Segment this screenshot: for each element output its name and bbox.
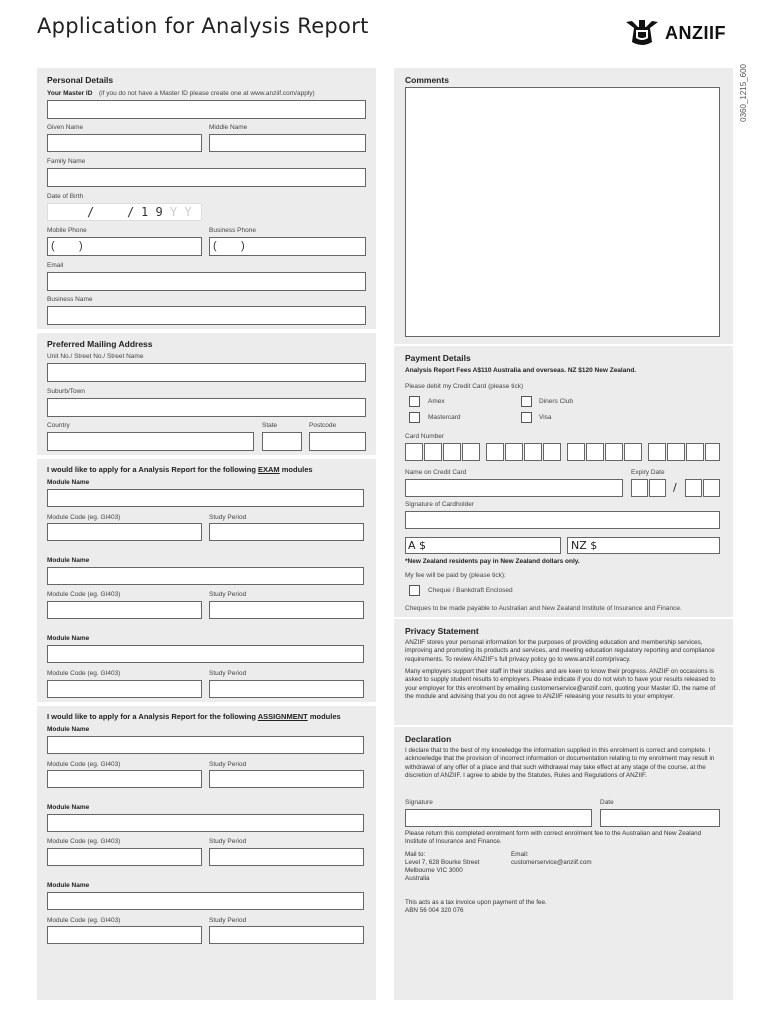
exam-module-name-label-1: Module Name (47, 479, 90, 486)
declaration-signature-label: Signature (405, 799, 433, 806)
street-field[interactable] (47, 363, 366, 382)
diners-checkbox[interactable] (521, 396, 532, 407)
card-digit-14[interactable] (667, 443, 685, 461)
expiry-month-2[interactable] (649, 479, 666, 497)
master-id-field[interactable] (47, 100, 366, 119)
business-phone-label: Business Phone (209, 227, 256, 234)
assignment-heading-text: I would like to apply for a Analysis Report for the following (47, 712, 256, 721)
exam-module-code-field-3[interactable] (47, 680, 202, 698)
nz-residents-note: *New Zealand residents pay in New Zealand dollars only. (405, 558, 580, 565)
personal-details-heading: Personal Details (47, 75, 114, 85)
exam-module-code-label-2: Module Code (eg. GI403) (47, 591, 121, 598)
business-phone-field[interactable] (209, 237, 366, 256)
declaration-text: I declare that to the best of my knowledge the information supplied in this enrolment is correct and complete. I acknowledge that the provision of incorrect information or documentation relating to my enrolment may result in withdrawal of any offer of a place and that such withdrawal may take effect at any stage of the course, at the discretion of ANZIIF. I agree to abide by the Statutes, Rules and Regulations of ANZIIF. (405, 747, 715, 779)
card-digit-4[interactable] (462, 443, 480, 461)
card-digit-15[interactable] (686, 443, 704, 461)
assignment-module-name-field-1[interactable] (47, 736, 364, 754)
country-label: Country (47, 422, 70, 429)
mastercard-checkbox[interactable] (409, 412, 420, 423)
card-digit-13[interactable] (648, 443, 666, 461)
exam-module-code-label-3: Module Code (eg. GI403) (47, 670, 121, 677)
return-instructions: Please return this completed enrolment form with correct enrolment fee to the Australian and New Zealand Institute of Insurance and Finance. (405, 830, 702, 846)
card-digit-2[interactable] (424, 443, 442, 461)
declaration-heading: Declaration (405, 734, 452, 744)
postcode-label: Postcode (309, 422, 337, 429)
exam-study-period-field-1[interactable] (209, 523, 364, 541)
amex-checkbox[interactable] (409, 396, 420, 407)
expiry-year-1[interactable] (685, 479, 702, 497)
exam-study-period-field-3[interactable] (209, 680, 364, 698)
exam-module-name-field-2[interactable] (47, 567, 364, 585)
visa-label: Visa (539, 414, 552, 421)
card-digit-10[interactable] (586, 443, 604, 461)
assignment-study-period-label-3: Study Period (209, 917, 247, 924)
reference-code: 0360_1215_600 (739, 64, 748, 122)
amex-label: Amex (428, 398, 445, 405)
card-digit-5[interactable] (486, 443, 504, 461)
master-id-note: (if you do not have a Master ID please create one at www.anziif.com/apply) (99, 90, 315, 97)
debit-text: Please debit my Credit Card (please tick) (405, 383, 524, 390)
country-field[interactable] (47, 432, 254, 451)
card-digit-6[interactable] (505, 443, 523, 461)
exam-module-name-field-1[interactable] (47, 489, 364, 507)
exam-heading-suffix: modules (281, 465, 313, 474)
comments-heading: Comments (405, 75, 449, 85)
street-label: Unit No./ Street No./ Street Name (47, 353, 144, 360)
expiry-month-1[interactable] (631, 479, 648, 497)
expiry-separator: / (673, 481, 677, 494)
mastercard-label: Mastercard (428, 414, 461, 421)
assignment-module-code-label-2: Module Code (eg. GI403) (47, 838, 121, 845)
exam-study-period-label-1: Study Period (209, 514, 247, 521)
assignment-module-name-field-3[interactable] (47, 892, 364, 910)
address-line-1: Level 7, 628 Bourke Street (405, 859, 480, 866)
assignment-module-name-label-1: Module Name (47, 726, 90, 733)
email-contact: customerservice@anziif.com (511, 859, 592, 866)
payment-heading: Payment Details (405, 353, 471, 363)
declaration-signature-field[interactable] (405, 809, 592, 827)
mobile-phone-field[interactable] (47, 237, 202, 256)
exam-study-period-label-3: Study Period (209, 670, 247, 677)
cardholder-signature-field[interactable] (405, 511, 720, 529)
comments-textarea[interactable] (405, 87, 720, 337)
name-on-card-label: Name on Credit Card (405, 469, 467, 476)
aud-label: A $ (408, 539, 427, 552)
exam-module-name-field-3[interactable] (47, 645, 364, 663)
mobile-phone-label: Mobile Phone (47, 227, 87, 234)
assignment-module-code-field-3[interactable] (47, 926, 202, 944)
state-field[interactable] (262, 432, 302, 451)
dob-separator-2: / (127, 205, 135, 219)
suburb-field[interactable] (47, 398, 366, 417)
assignment-study-period-field-1[interactable] (209, 770, 364, 788)
postcode-field[interactable] (309, 432, 366, 451)
dob-year-placeholder: Y Y (170, 205, 192, 219)
fees-text: Analysis Report Fees A$110 Australia and overseas. NZ $120 New Zealand. (405, 367, 637, 374)
given-name-field[interactable] (47, 134, 202, 152)
address-line-2: Melbourne VIC 3000 (405, 867, 463, 874)
privacy-paragraph-2: Many employers support their staff in their studies and are keen to know their progress. ANZIIF on occasions is asked to supply student results to employers. Please indicate if you do not wish to have your results released to your employer for this enrolment by emailing customerservice@anziif.com, quoting your Master ID, the name of the module and advising that you do not agree to ANZIIF releasing your results to your employer. (405, 668, 716, 700)
assignment-study-period-field-3[interactable] (209, 926, 364, 944)
email-label: Email (47, 262, 64, 269)
middle-name-field[interactable] (209, 134, 366, 152)
cheques-note: Cheques to be made payable to Australian and New Zealand Institute of Insurance and Finance. (405, 605, 682, 612)
assignment-study-period-label-1: Study Period (209, 761, 247, 768)
mobile-area-open: ( (51, 240, 55, 252)
cheque-label: Cheque / Bankdraft Enclosed (428, 587, 513, 594)
assignment-module-name-label-3: Module Name (47, 882, 90, 889)
business-name-field[interactable] (47, 306, 366, 325)
assignment-module-code-label-1: Module Code (eg. GI403) (47, 761, 121, 768)
anziif-logo (622, 18, 726, 48)
card-digit-3[interactable] (443, 443, 461, 461)
card-digit-1[interactable] (405, 443, 423, 461)
dob-year-prefix: 1 9 (141, 205, 163, 219)
fee-paid-by-label: My fee will be paid by (please tick): (405, 572, 506, 579)
email-contact-label: Email: (511, 851, 529, 858)
tax-invoice-note: This acts as a tax invoice upon payment of the fee. (405, 899, 547, 906)
exam-module-code-label-1: Module Code (eg. GI403) (47, 514, 121, 521)
suburb-label: Suburb/Town (47, 388, 85, 395)
assignment-heading (47, 712, 341, 721)
dob-separator-1: / (87, 205, 95, 219)
state-label: State (262, 422, 278, 429)
helmet-icon (622, 18, 662, 48)
assignment-module-name-label-2: Module Name (47, 804, 90, 811)
exam-module-name-label-3: Module Name (47, 635, 90, 642)
mail-to-label: Mail to: (405, 851, 426, 858)
card-digit-8[interactable] (543, 443, 561, 461)
card-digit-12[interactable] (624, 443, 642, 461)
page-title: Application for Analysis Report (37, 14, 369, 38)
diners-label: Diners Club (539, 398, 573, 405)
business-name-label: Business Name (47, 296, 93, 303)
assignment-study-period-field-2[interactable] (209, 848, 364, 866)
expiry-label: Expiry Date (631, 469, 665, 476)
expiry-year-2[interactable] (703, 479, 720, 497)
address-line-3: Australia (405, 875, 430, 882)
exam-heading-text: I would like to apply for a Analysis Report for the following (47, 465, 256, 474)
declaration-date-label: Date (600, 799, 614, 806)
exam-study-period-field-2[interactable] (209, 601, 364, 619)
card-digit-9[interactable] (567, 443, 585, 461)
exam-keyword: EXAM (258, 465, 280, 474)
email-field[interactable] (47, 272, 366, 291)
privacy-paragraph-1: ANZIIF stores your personal information for the purposes of providing education and membership services, improving and promoting its products and services, and meeting education regulatory reporting and compliance requirements. To review ANZIIF’s full privacy policy go to www.anziif.com/privacy. (405, 639, 715, 663)
exam-study-period-label-2: Study Period (209, 591, 247, 598)
given-name-label: Given Name (47, 124, 84, 131)
mobile-area-close: ) (79, 240, 83, 252)
abn-number: ABN 56 004 320 076 (405, 907, 464, 914)
declaration-date-field[interactable] (600, 809, 720, 827)
exam-module-name-label-2: Module Name (47, 557, 90, 564)
exam-module-code-field-2[interactable] (47, 601, 202, 619)
family-name-label: Family Name (47, 158, 86, 165)
visa-checkbox[interactable] (521, 412, 532, 423)
business-area-open: ( (213, 240, 217, 252)
name-on-card-field[interactable] (405, 479, 623, 497)
assignment-heading-suffix: modules (309, 712, 341, 721)
card-digit-7[interactable] (524, 443, 542, 461)
card-digit-16[interactable] (705, 443, 720, 461)
business-area-close: ) (241, 240, 245, 252)
family-name-field[interactable] (47, 168, 366, 187)
exam-module-code-field-1[interactable] (47, 523, 202, 541)
assignment-module-name-field-2[interactable] (47, 814, 364, 832)
assignment-module-code-field-1[interactable] (47, 770, 202, 788)
privacy-heading: Privacy Statement (405, 626, 479, 636)
brand-name: ANZIIF (665, 22, 726, 43)
card-digit-11[interactable] (605, 443, 623, 461)
nzd-label: NZ $ (571, 539, 598, 552)
card-number-label: Card Number (405, 433, 445, 440)
assignment-keyword: ASSIGNMENT (257, 712, 308, 721)
dob-label: Date of Birth (47, 193, 84, 200)
cardholder-signature-label: Signature of Cardholder (405, 501, 475, 508)
master-id-label: Your Master ID (47, 90, 93, 97)
assignment-module-code-label-3: Module Code (eg. GI403) (47, 917, 121, 924)
mailing-heading: Preferred Mailing Address (47, 339, 153, 349)
cheque-checkbox[interactable] (409, 585, 420, 596)
assignment-module-code-field-2[interactable] (47, 848, 202, 866)
aud-amount-field[interactable] (405, 537, 561, 554)
assignment-study-period-label-2: Study Period (209, 838, 247, 845)
exam-heading (47, 465, 313, 474)
middle-name-label: Middle Name (209, 124, 248, 131)
